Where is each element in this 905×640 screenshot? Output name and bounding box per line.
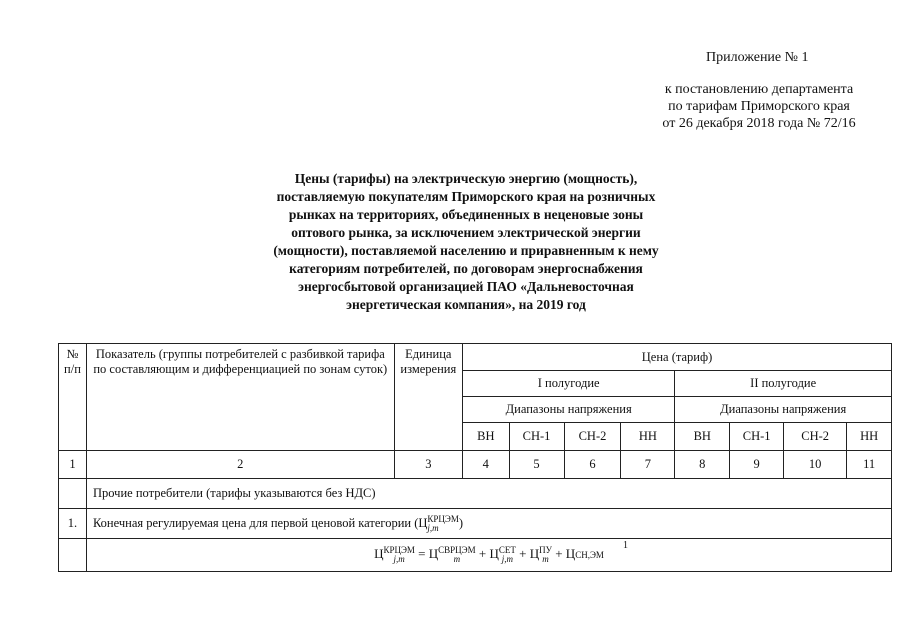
- formula: Ц КРЦЭМ j,m = Ц СВРЦЭМ m + Ц СЕТ j,m + Ц ПУ m + Ц СН,ЭМ: [86, 539, 891, 572]
- decree-line: по тарифам Приморского края: [668, 99, 850, 114]
- voltage-nn: НН: [847, 423, 892, 451]
- header-half-1: I полугодие: [463, 371, 675, 397]
- column-number-row: [59, 451, 892, 479]
- voltage-sn1: СН-1: [509, 423, 564, 451]
- column-number: 7: [621, 451, 675, 479]
- section-title: Прочие потребители (тарифы указываются без НДС): [86, 479, 891, 509]
- column-number: 3: [394, 451, 462, 479]
- column-number: 11: [847, 451, 892, 479]
- column-number: 4: [463, 451, 510, 479]
- decree-line: к постановлению департамента: [664, 82, 854, 97]
- voltage-sn1: СН-1: [730, 423, 784, 451]
- title-line: (мощности), поставляемой населению и приравненным к нему: [273, 243, 659, 258]
- row-1: [59, 509, 892, 539]
- voltage-sn2: СН-2: [784, 423, 847, 451]
- column-number: 6: [564, 451, 621, 479]
- title-line: энергетическая компания», на 2019 год: [346, 297, 586, 312]
- decree-line: от 26 декабря 2018 года № 72/16: [662, 116, 856, 131]
- header-num: № п/п: [59, 344, 87, 451]
- voltage-vn: ВН: [675, 423, 730, 451]
- section-row: [59, 479, 892, 509]
- title-line: энергосбытовой организацией ПАО «Дальневосточная: [298, 279, 634, 294]
- section-num-cell: [59, 479, 87, 509]
- header-price: Цена (тариф): [463, 344, 892, 371]
- row-1-text: Конечная регулируемая цена для первой ценовой категории (Ц КРЦЭМ j,m ): [86, 509, 891, 539]
- title-line: рынках на территориях, объединенных в неценовые зоны: [288, 207, 644, 222]
- title-line: поставляемую покупателям Приморского края на розничных: [276, 189, 656, 204]
- tariff-table: [58, 343, 892, 572]
- formula-num-cell: [59, 539, 87, 572]
- formula-row: [59, 539, 892, 572]
- stray-mark: 1: [623, 540, 628, 551]
- appendix-title: Приложение № 1: [706, 50, 809, 65]
- header-half-2: II полугодие: [675, 371, 892, 397]
- decree-reference: [640, 81, 878, 132]
- voltage-sn2: СН-2: [564, 423, 621, 451]
- title-line: категориям потребителей, по договорам энергоснабжения: [289, 261, 643, 276]
- document-title: [236, 170, 696, 314]
- voltage-vn: ВН: [463, 423, 510, 451]
- row-num: 1.: [59, 509, 87, 539]
- column-number: 5: [509, 451, 564, 479]
- row-1-label: Конечная регулируемая цена для первой ценовой категории (Ц: [92, 515, 428, 530]
- header-indicator: Показатель (группы потребителей с разбивкой тарифа по составляющим и дифференциацией по зонам суток): [86, 344, 394, 451]
- voltage-nn: НН: [621, 423, 675, 451]
- column-number: 10: [784, 451, 847, 479]
- title-line: оптового рынка, за исключением электрической энергии: [291, 225, 641, 240]
- column-number: 9: [730, 451, 784, 479]
- column-number: 1: [59, 451, 87, 479]
- header-unit: Единица измерения: [394, 344, 462, 451]
- column-number: 2: [86, 451, 394, 479]
- column-number: 8: [675, 451, 730, 479]
- header-ranges-1: Диапазоны напряжения: [463, 397, 675, 423]
- header-ranges-2: Диапазоны напряжения: [675, 397, 892, 423]
- title-line: Цены (тарифы) на электрическую энергию (мощность),: [294, 171, 638, 186]
